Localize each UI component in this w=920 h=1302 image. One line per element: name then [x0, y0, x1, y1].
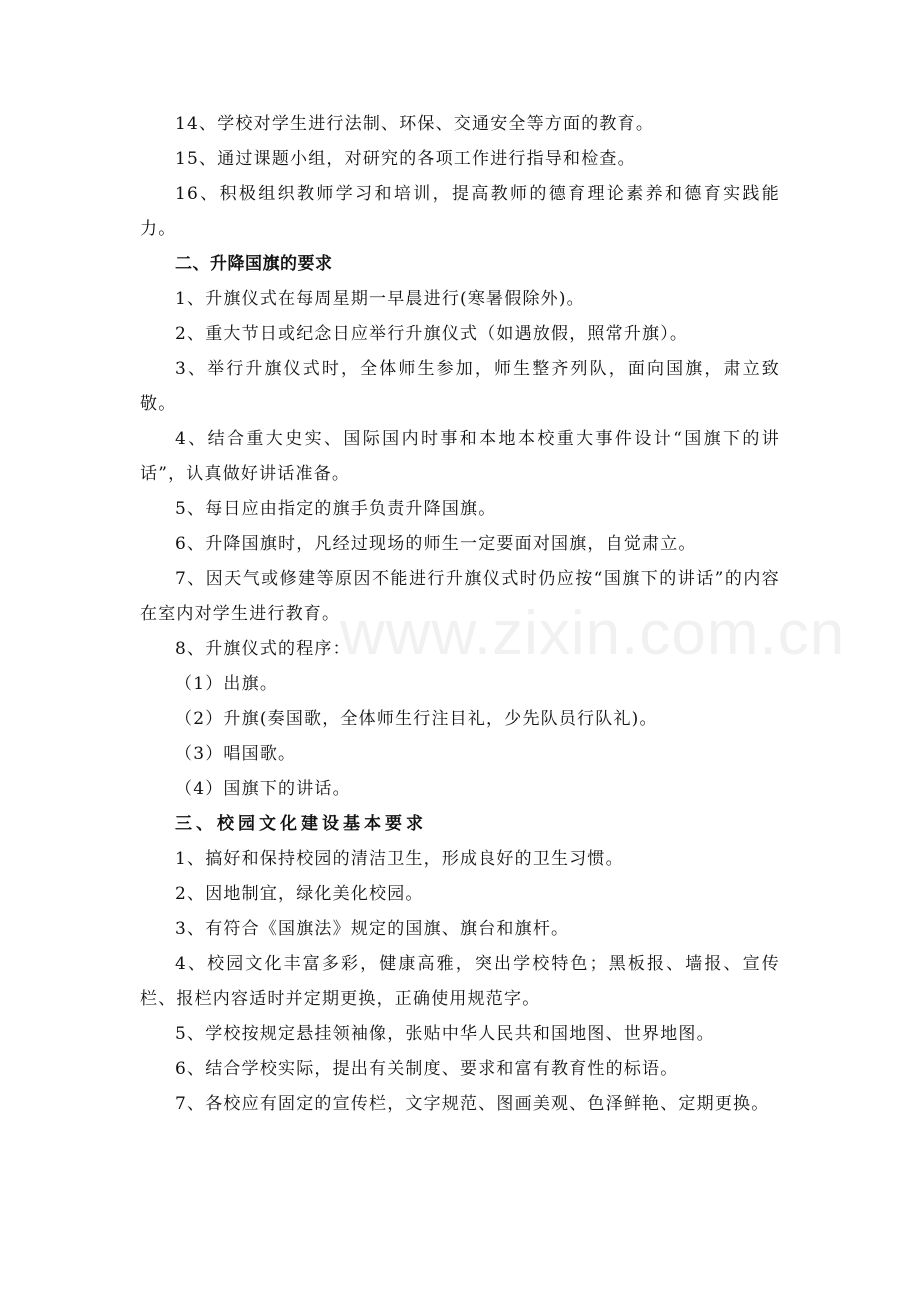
culture-rule-5: 5、学校按规定悬挂领袖像，张贴中华人民共和国地图、世界地图。: [175, 1024, 715, 1044]
flag-rule-3: 3、举行升旗仪式时，全体师生参加，师生整齐列队，面向国旗，肃立致敬。: [140, 359, 780, 414]
flag-rule-1: 1、升旗仪式在每周星期一早晨进行(寒暑假除外)。: [175, 289, 585, 309]
flag-rule-8: 8、升旗仪式的程序：: [175, 639, 351, 659]
culture-rule-3: 3、有符合《国旗法》规定的国旗、旗台和旗杆。: [175, 919, 570, 939]
procedure-step-4: （4）国旗下的讲话。: [175, 779, 351, 799]
paragraph-item-15: 15、通过课题小组，对研究的各项工作进行指导和检查。: [175, 149, 636, 169]
document-page: [140, 107, 780, 1122]
watermark-text: www.zixin.com.cn: [340, 599, 846, 668]
procedure-step-2: （2）升旗(奏国歌，全体师生行注目礼，少先队员行队礼)。: [175, 709, 658, 729]
flag-rule-2: 2、重大节日或纪念日应举行升旗仪式（如遇放假，照常升旗）。: [175, 324, 689, 344]
section-heading-flag: 二、升降国旗的要求: [175, 254, 333, 274]
paragraph-item-14: 14、学校对学生进行法制、环保、交通安全等方面的教育。: [175, 114, 655, 134]
culture-rule-6: 6、结合学校实际，提出有关制度、要求和富有教育性的标语。: [175, 1059, 679, 1079]
flag-rule-7: 7、因天气或修建等原因不能进行升旗仪式时仍应按“国旗下的讲话”的内容在室内对学生进行教育。: [140, 569, 780, 624]
flag-rule-6: 6、升降国旗时，凡经过现场的师生一定要面对国旗，自觉肃立。: [175, 534, 697, 554]
flag-rule-5: 5、每日应由指定的旗手负责升降国旗。: [175, 499, 497, 519]
culture-rule-4: 4、校园文化丰富多彩，健康高雅，突出学校特色；黑板报、墙报、宣传栏、报栏内容适时并定期更换，正确使用规范字。: [140, 954, 780, 1009]
culture-rule-7: 7、各校应有固定的宣传栏，文字规范、图画美观、色泽鲜艳、定期更换。: [175, 1094, 770, 1114]
section-heading-campus-culture: 三、校园文化建设基本要求: [175, 814, 427, 834]
culture-rule-1: 1、搞好和保持校园的清洁卫生，形成良好的卫生习惯。: [175, 849, 624, 869]
culture-rule-2: 2、因地制宜，绿化美化校园。: [175, 884, 424, 904]
procedure-step-1: （1）出旗。: [175, 674, 279, 694]
procedure-step-3: （3）唱国歌。: [175, 744, 297, 764]
flag-rule-4: 4、结合重大史实、国际国内时事和本地本校重大事件设计“国旗下的讲话”，认真做好讲话准备。: [140, 429, 780, 484]
paragraph-item-16: 16、积极组织教师学习和培训，提高教师的德育理论素养和德育实践能力。: [140, 184, 780, 239]
